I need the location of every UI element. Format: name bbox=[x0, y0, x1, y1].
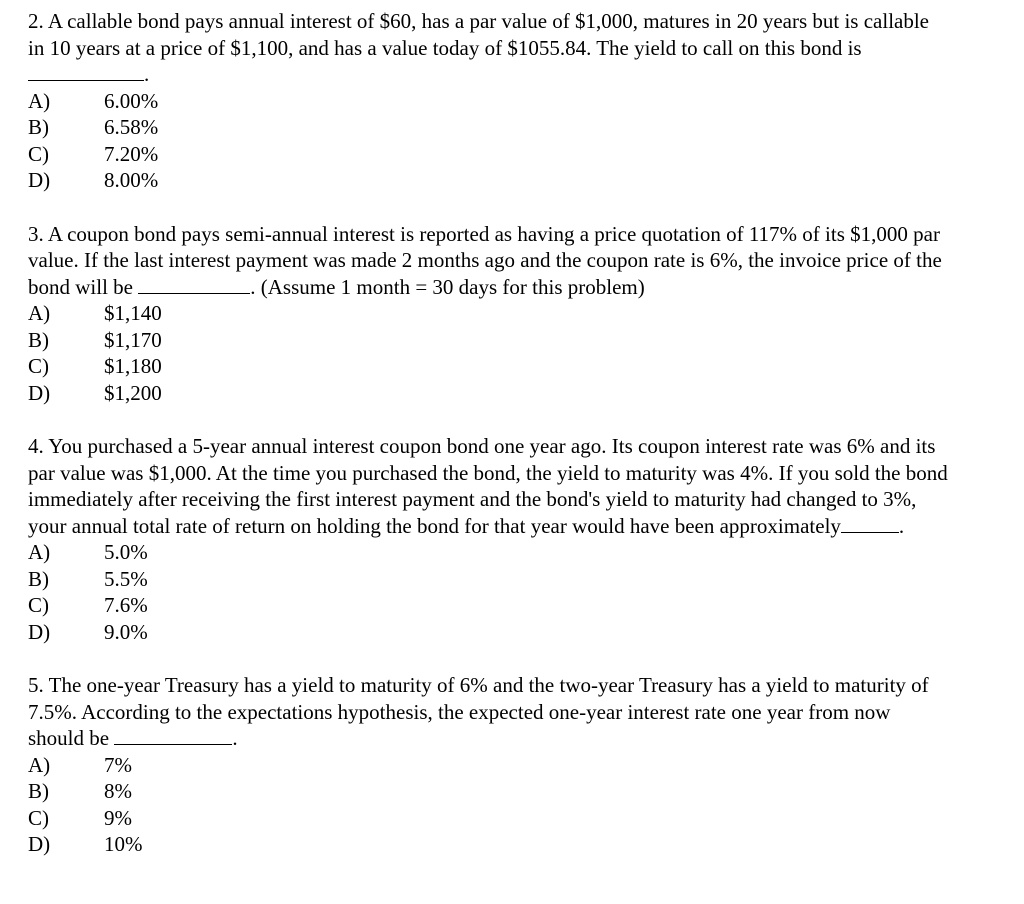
option-d bbox=[28, 380, 948, 407]
question-text-after: . bbox=[232, 726, 238, 750]
option-value: 6.00% bbox=[104, 88, 159, 113]
option-value: 5.5% bbox=[104, 566, 148, 591]
option-letter: A) bbox=[28, 88, 51, 113]
question-text-before: 5. The one-year Treasury has a yield to maturity of 6% and the two-year Treasury has a yield to maturity of 7.5%. According to the expectations hypothesis, the expected one-year interest rate one year from now should be bbox=[28, 673, 929, 750]
option-value: 7.6% bbox=[104, 593, 148, 617]
question-text-before: 2. A callable bond pays annual interest of $60, has a par value of $1,000, matures in 20 years but is callable in 10 years at a price of $1,100, and has a value today of $1055.84. The yield to call on this bond is bbox=[28, 9, 930, 60]
question-text bbox=[28, 221, 948, 301]
question-text bbox=[28, 433, 948, 539]
question-3 bbox=[28, 221, 948, 407]
option-letter: C) bbox=[28, 141, 49, 166]
option-letter: A) bbox=[28, 540, 51, 564]
option-letter: D) bbox=[28, 832, 51, 856]
question-text-after: . (Assume 1 month = 30 days for this problem) bbox=[250, 274, 645, 299]
option-letter: B) bbox=[28, 327, 49, 352]
question-5 bbox=[28, 672, 948, 858]
option-value: 7% bbox=[104, 752, 132, 777]
option-b bbox=[28, 114, 948, 141]
option-letter: A) bbox=[28, 301, 51, 325]
answer-blank bbox=[138, 274, 250, 294]
question-text-before: 4. You purchased a 5-year annual interest coupon bond one year ago. Its coupon interest rate was 6% and its par value was $1,000. At the time you purchased the bond, the yield to maturity was 4%. If you sold the bond immediately after receiving the first interest payment and the bond's yield to maturity had changed to 3%, your annual total rate of return on holding the bond for that year would have been approximately bbox=[28, 434, 948, 538]
option-value: 6.58% bbox=[104, 115, 159, 139]
answer-options bbox=[28, 752, 948, 858]
option-value: 10% bbox=[104, 832, 143, 856]
option-letter: A) bbox=[28, 752, 51, 777]
option-c bbox=[28, 353, 948, 380]
option-value: 8% bbox=[104, 779, 132, 803]
option-c bbox=[28, 592, 948, 619]
option-b bbox=[28, 778, 948, 805]
option-a bbox=[28, 300, 948, 327]
question-spacer bbox=[28, 406, 948, 433]
document-page bbox=[28, 8, 948, 858]
option-value: 8.00% bbox=[104, 168, 159, 192]
answer-options bbox=[28, 539, 948, 645]
option-c bbox=[28, 805, 948, 832]
answer-options bbox=[28, 300, 948, 406]
question-spacer bbox=[28, 645, 948, 672]
option-value: $1,180 bbox=[104, 354, 162, 378]
question-text bbox=[28, 672, 948, 752]
option-letter: B) bbox=[28, 779, 49, 803]
option-value: 7.20% bbox=[104, 141, 159, 166]
option-d bbox=[28, 619, 948, 646]
answer-blank bbox=[841, 513, 899, 533]
answer-blank bbox=[114, 725, 232, 745]
option-value: 9% bbox=[104, 805, 132, 830]
option-a bbox=[28, 752, 948, 779]
option-b bbox=[28, 327, 948, 354]
question-2 bbox=[28, 8, 948, 194]
option-d bbox=[28, 831, 948, 858]
answer-options bbox=[28, 88, 948, 194]
question-text-before: 3. A coupon bond pays semi-annual interest is reported as having a price quotation of 117% of its $1,000 par value. If the last interest payment was made 2 months ago and the coupon rate is 6%, the invoice price of the bond will be bbox=[28, 221, 942, 299]
option-value: $1,170 bbox=[104, 327, 162, 352]
option-b bbox=[28, 566, 948, 593]
option-value: $1,140 bbox=[104, 301, 162, 325]
option-letter: C) bbox=[28, 354, 49, 378]
option-a bbox=[28, 88, 948, 115]
option-letter: D) bbox=[28, 380, 51, 405]
option-letter: B) bbox=[28, 115, 49, 139]
option-letter: C) bbox=[28, 805, 49, 830]
option-d bbox=[28, 167, 948, 194]
question-text-after: . bbox=[144, 62, 150, 86]
option-c bbox=[28, 141, 948, 168]
option-value: $1,200 bbox=[104, 380, 162, 405]
option-letter: D) bbox=[28, 619, 51, 644]
question-spacer bbox=[28, 194, 948, 221]
option-letter: B) bbox=[28, 566, 49, 591]
option-value: 5.0% bbox=[104, 540, 148, 564]
option-letter: C) bbox=[28, 593, 49, 617]
option-value: 9.0% bbox=[104, 619, 148, 644]
answer-blank bbox=[28, 61, 144, 81]
option-a bbox=[28, 539, 948, 566]
question-text bbox=[28, 8, 948, 88]
question-4 bbox=[28, 433, 948, 645]
option-letter: D) bbox=[28, 168, 51, 192]
question-text-after: . bbox=[898, 513, 905, 538]
